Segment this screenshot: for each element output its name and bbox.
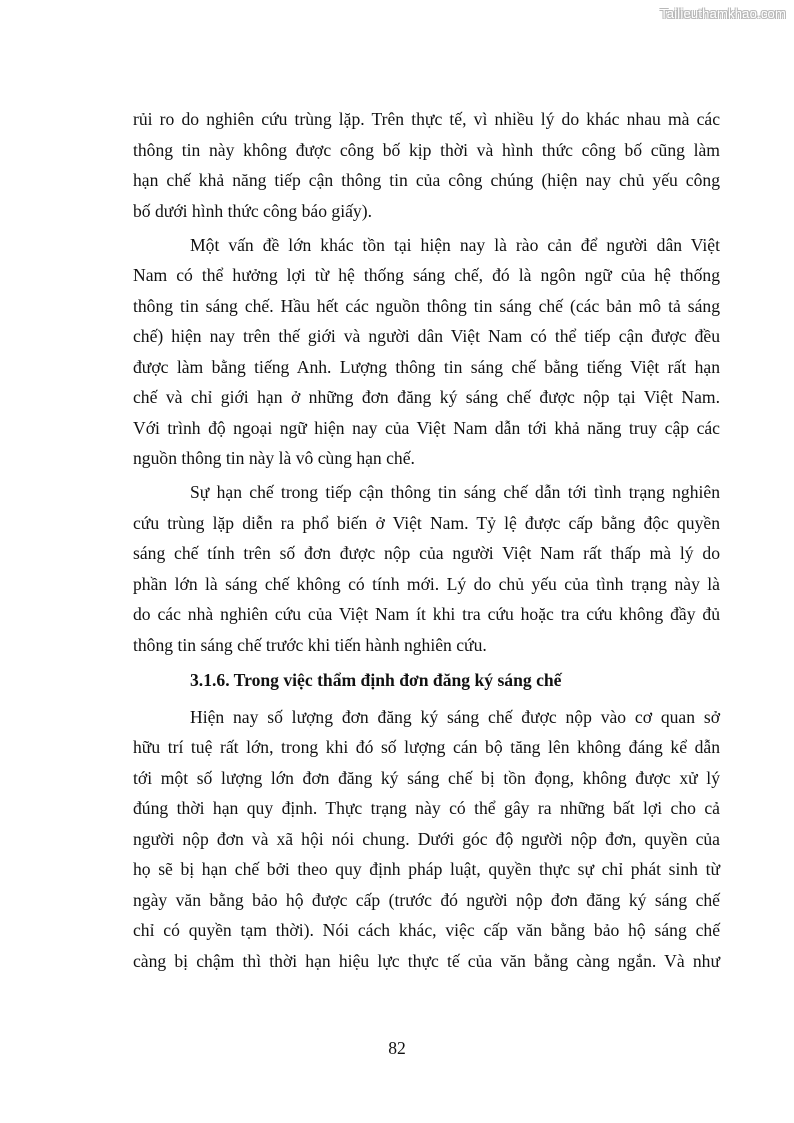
paragraph-3 [133, 477, 720, 660]
text-line: người nộp đơn và xã hội nói chung. Dưới góc độ người nộp đơn, quyền của [133, 828, 720, 849]
text-line: do các nhà nghiên cứu của Việt Nam ít khi tra cứu hoặc tra cứu không đầy đủ [133, 604, 720, 624]
text-line: chỉ có quyền tạm thời). Nói cách khác, việc cấp văn bằng bảo hộ sáng chế [133, 920, 720, 940]
text-line: phần lớn là sáng chế không có tính mới. Lý do chủ yếu của tình trạng này là [133, 573, 720, 594]
section-heading: 3.1.6. Trong việc thẩm định đơn đăng ký sáng chế [190, 670, 562, 690]
text-line: Với trình độ ngoại ngữ hiện nay của Việt Nam dẫn tới khả năng truy cập các [133, 417, 720, 438]
paragraph-4 [133, 702, 720, 977]
watermark-text: Tailieuthamkhao.com [660, 6, 786, 21]
text-line: hữu trí tuệ rất lớn, trong khi đó số lượng cán bộ tăng lên không đáng kể dẫn [133, 737, 720, 757]
text-line: chế và chỉ giới hạn ở những đơn đăng ký sáng chế được nộp tại Việt Nam. [133, 387, 720, 407]
text-line: rủi ro do nghiên cứu trùng lặp. Trên thực tế, vì nhiều lý do khác nhau mà các [133, 109, 720, 129]
text-line: thông tin sáng chế. Hầu hết các nguồn thông tin sáng chế (các bản mô tả sáng [133, 295, 720, 316]
text-line: tới một số lượng lớn đơn đăng ký sáng chế bị tồn đọng, không được xử lý [133, 767, 720, 788]
text-line: càng bị chậm thì thời hạn hiệu lực thực tế của văn bằng càng ngắn. Và như [133, 950, 720, 971]
text-line: thông tin sáng chế trước khi tiến hành nghiên cứu. [133, 634, 487, 655]
text-line: Một vấn đề lớn khác tồn tại hiện nay là rào cản để người dân Việt [190, 234, 720, 255]
text-line: họ sẽ bị hạn chế bởi theo quy định pháp luật, quyền thực sự chỉ phát sinh từ [133, 859, 720, 879]
text-line: sáng chế tính trên số đơn được nộp của người Việt Nam rất thấp mà lý do [133, 543, 720, 563]
text-line: nguồn thông tin này là vô cùng hạn chế. [133, 448, 415, 468]
text-line: cứu trùng lặp diễn ra phổ biến ở Việt Nam. Tỷ lệ được cấp bằng độc quyền [133, 512, 720, 533]
page-number: 82 [388, 1038, 406, 1058]
text-line: chế) hiện nay trên thế giới và người dân Việt Nam có thể tiếp cận được đều [133, 326, 720, 346]
text-line: thông tin này không được công bố kịp thời và hình thức công bố cũng làm [133, 139, 720, 160]
document-body [133, 104, 720, 980]
text-line: ngày văn bằng bảo hộ được cấp (trước đó người nộp đơn đăng ký sáng chế [133, 889, 720, 910]
text-line: Nam có thể hưởng lợi từ hệ thống sáng chế, đó là ngôn ngữ của hệ thống [133, 265, 720, 285]
text-line: được làm bằng tiếng Anh. Lượng thông tin sáng chế bằng tiếng Việt rất hạn [133, 356, 720, 377]
paragraph-2 [133, 230, 720, 474]
text-line: Hiện nay số lượng đơn đăng ký sáng chế được nộp vào cơ quan sở [190, 706, 720, 727]
text-line: hạn chế khả năng tiếp cận thông tin của công chúng (hiện nay chủ yếu công [133, 170, 720, 190]
paragraph-1 [133, 104, 720, 226]
text-line: đúng thời hạn quy định. Thực trạng này có thể gây ra những bất lợi cho cả [133, 798, 720, 818]
text-line: Sự hạn chế trong tiếp cận thông tin sáng chế dẫn tới tình trạng nghiên [190, 482, 720, 502]
text-line: bố dưới hình thức công báo giấy). [133, 200, 372, 221]
